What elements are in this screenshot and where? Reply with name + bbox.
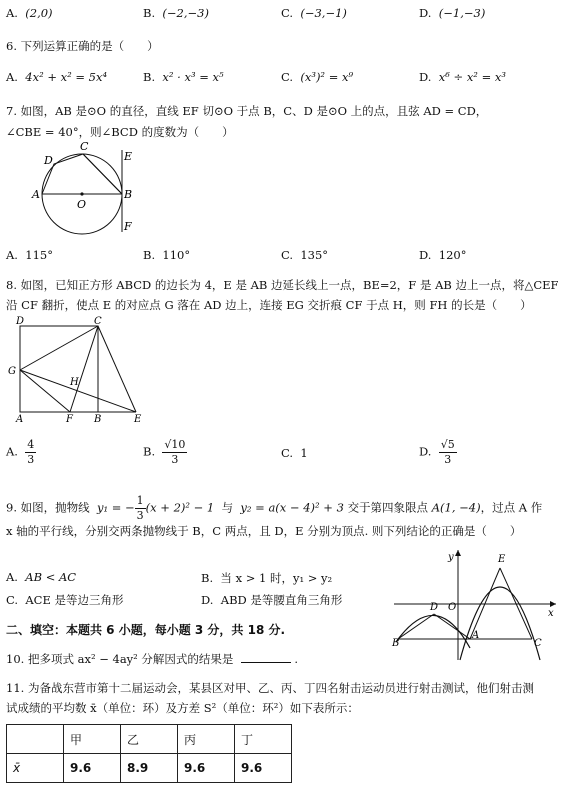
q8-label-d: D bbox=[16, 316, 25, 327]
section-2-heading: 二、填空：本题共 6 小题，每小题 3 分，共 18 分. bbox=[6, 623, 286, 637]
q6-option-c: C. (x³)² = x⁹ bbox=[281, 70, 354, 84]
q9-label-c: C bbox=[534, 638, 542, 649]
q9-option-c: C. ACE 是等边三角形 bbox=[6, 593, 124, 607]
table-cell: 9.6 bbox=[178, 754, 235, 783]
q8-option-b: B. $\frac{√10}{3}$ bbox=[143, 438, 186, 466]
q9-parabola-figure bbox=[390, 548, 560, 662]
q5-option-d: D. (−1,−3) bbox=[419, 6, 486, 20]
q11-score-table bbox=[6, 724, 292, 783]
q7-label-e: E bbox=[124, 150, 133, 163]
table-cell: 8.9 bbox=[121, 754, 178, 783]
q9-stem-line1: 9. 如图，抛物线 y₁ = − $\frac{1}{3}$ (x + 2)² − 1 与 y₂ = a(x − 4)² + 3 交于第四象限点 A(1, −4)，过点 A 作 bbox=[6, 494, 543, 522]
q7-label-b: B bbox=[124, 188, 133, 201]
q10-stem: 10. 把多项式 ax² − 4ay² 分解因式的结果是 . bbox=[6, 652, 299, 666]
table-header-row bbox=[7, 725, 292, 754]
table-cell: 9.6 bbox=[64, 754, 121, 783]
q8-stem-line2: 沿 CF 翻折，使点 E 的对应点 G 落在 AD 边上，连接 EG 交折痕 CF 于点 H，则 FH 的长是（ ） bbox=[6, 298, 532, 312]
q8-option-d: D. $\frac{√5}{3}$ bbox=[419, 438, 455, 466]
q7-label-o: O bbox=[77, 198, 87, 211]
q7-option-c: C. 135° bbox=[281, 248, 329, 262]
q11-stem-line1: 11. 为备战东营市第十二届运动会，某县区对甲、乙、丙、丁四名射击运动员进行射击测试，他们射击测 bbox=[6, 681, 534, 695]
q7-circle-figure bbox=[28, 140, 138, 240]
q8-label-f: F bbox=[66, 414, 73, 425]
q6-option-a: A. 4x² + x² = 5x⁴ bbox=[6, 70, 108, 84]
q7-option-d: D. 120° bbox=[419, 248, 467, 262]
q6-option-d: D. x⁶ ÷ x² = x³ bbox=[419, 70, 506, 84]
q9-label-a: A bbox=[472, 630, 480, 641]
table-header-cell bbox=[7, 725, 64, 754]
q9-option-a: A. AB < AC bbox=[6, 570, 77, 584]
q8-label-g: G bbox=[8, 366, 16, 377]
q5-option-c: C. (−3,−1) bbox=[281, 6, 347, 20]
q9-stem-line2: x 轴的平行线，分别交两条抛物线于 B，C 两点，且 D，E 分别为顶点. 则下列结论的正确是（ ） bbox=[6, 524, 522, 538]
q9-option-d: D. ABD 是等腰直角三角形 bbox=[201, 593, 343, 607]
q10-answer-blank[interactable] bbox=[241, 650, 291, 663]
q6-option-b: B. x² · x³ = x⁵ bbox=[143, 70, 224, 84]
table-row bbox=[7, 754, 292, 783]
q8-label-e: E bbox=[134, 414, 142, 425]
q7-label-a: A bbox=[32, 188, 40, 201]
q8-square-figure bbox=[4, 314, 154, 426]
q9-label-e: E bbox=[498, 554, 506, 565]
q7-option-b: B. 110° bbox=[143, 248, 191, 262]
q9-option-b: B. 当 x > 1 时，y₁ > y₂ bbox=[201, 571, 333, 585]
q8-label-c: C bbox=[94, 316, 102, 327]
q8-label-b: B bbox=[94, 414, 102, 425]
table-header-cell: 丙 bbox=[178, 725, 235, 754]
q11-stem-line2: 试成绩的平均数 x̄（单位：环）及方差 S²（单位：环²）如下表所示： bbox=[6, 701, 359, 715]
q9-label-d: D bbox=[430, 602, 439, 613]
table-row-label: x̄ bbox=[7, 754, 64, 783]
q7-label-c: C bbox=[80, 140, 89, 153]
q8-option-a: A. $\frac{4}{3}$ bbox=[6, 438, 35, 466]
q8-label-a: A bbox=[16, 414, 24, 425]
q7-stem-line1: 7. 如图，AB 是⊙O 的直径，直线 EF 切⊙O 于点 B，C、D 是⊙O 上的点，且弦 AD = CD， bbox=[6, 104, 488, 118]
q5-option-a: A. (2,0) bbox=[6, 6, 53, 20]
q9-label-y: y bbox=[448, 552, 454, 563]
q9-label-x: x bbox=[548, 608, 554, 619]
q8-stem-line1: 8. 如图，已知正方形 ABCD 的边长为 4，E 是 AB 边延长线上一点，BE=2，F 是 AB 边上一点，将△CEF bbox=[6, 278, 559, 292]
q7-option-a: A. 115° bbox=[6, 248, 53, 262]
q5-option-b: B. (−2,−3) bbox=[143, 6, 209, 20]
q6-stem: 6. 下列运算正确的是（ ） bbox=[6, 39, 159, 53]
table-cell: 9.6 bbox=[235, 754, 292, 783]
table-header-cell: 甲 bbox=[64, 725, 121, 754]
table-header-cell: 乙 bbox=[121, 725, 178, 754]
q7-label-d: D bbox=[44, 154, 53, 167]
q9-label-o: O bbox=[448, 602, 457, 613]
q8-label-h: H bbox=[70, 377, 79, 388]
q7-stem-line2: ∠CBE = 40°，则∠BCD 的度数为（ ） bbox=[6, 125, 234, 139]
q7-label-f: F bbox=[124, 220, 132, 233]
q9-label-b: B bbox=[392, 638, 400, 649]
table-header-cell: 丁 bbox=[235, 725, 292, 754]
q8-option-c: C. 1 bbox=[281, 446, 308, 460]
